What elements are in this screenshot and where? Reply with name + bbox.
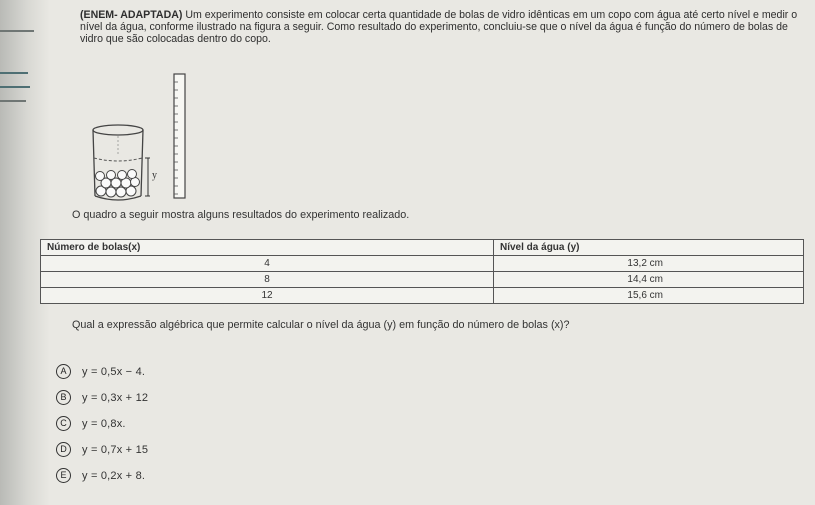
option-a[interactable] (56, 364, 145, 379)
table-intro: O quadro a seguir mostra alguns resultados do experimento realizado. (72, 209, 410, 221)
option-letter-d: D (56, 442, 71, 457)
edge-stroke (0, 86, 30, 88)
option-letter-b: B (56, 390, 71, 405)
edge-stroke (0, 100, 26, 102)
header-level: Nível da água (y) (494, 240, 804, 256)
option-text-c: y = 0,8x. (82, 417, 126, 430)
option-d[interactable] (56, 442, 148, 457)
ruler-icon (174, 74, 185, 198)
option-b[interactable] (56, 390, 148, 405)
intro-text: Um experimento consiste em colocar certa quantidade de bolas de vidro idênticas em um copo com água até certo nível e medir o nível da água, conforme ilustrado na figura a seguir. Como resultado do experimento, concluiu-se que o nível da água é função do número de bolas de vidro que são colocadas dentro do copo. (80, 9, 798, 45)
cell-balls: 4 (41, 256, 494, 272)
edge-stroke (0, 30, 34, 32)
option-letter-c: C (56, 416, 71, 431)
results-table (40, 239, 804, 304)
cell-balls: 8 (41, 272, 494, 288)
option-text-b: y = 0,3x + 12 (82, 391, 149, 404)
header-balls: Número de bolas(x) (41, 240, 494, 256)
table-row (41, 272, 804, 288)
cell-level: 13,2 cm (494, 256, 804, 272)
cell-balls: 12 (41, 288, 494, 304)
table-row (41, 256, 804, 272)
option-e[interactable] (56, 468, 145, 483)
option-letter-e: E (56, 468, 71, 483)
option-letter-a: A (56, 364, 71, 379)
cup-ruler-figure (88, 66, 208, 206)
table-row (41, 288, 804, 304)
question-text: Qual a expressão algébrica que permite calcular o nível da água (y) em função do número de bolas (x)? (72, 319, 570, 331)
cell-level: 15,6 cm (494, 288, 804, 304)
edge-stroke (0, 72, 28, 74)
option-text-a: y = 0,5x − 4. (82, 365, 146, 378)
option-text-d: y = 0,7x + 15 (82, 443, 149, 456)
table-header-row (41, 240, 804, 256)
level-marker-icon (145, 158, 150, 196)
option-text-e: y = 0,2x + 8. (82, 469, 146, 482)
glass-balls-icon (96, 170, 140, 198)
source-tag: (ENEM- ADAPTADA) (80, 9, 183, 21)
cell-level: 14,4 cm (494, 272, 804, 288)
option-c[interactable] (56, 416, 126, 431)
level-label: y (152, 170, 157, 181)
intro-paragraph (80, 9, 804, 45)
